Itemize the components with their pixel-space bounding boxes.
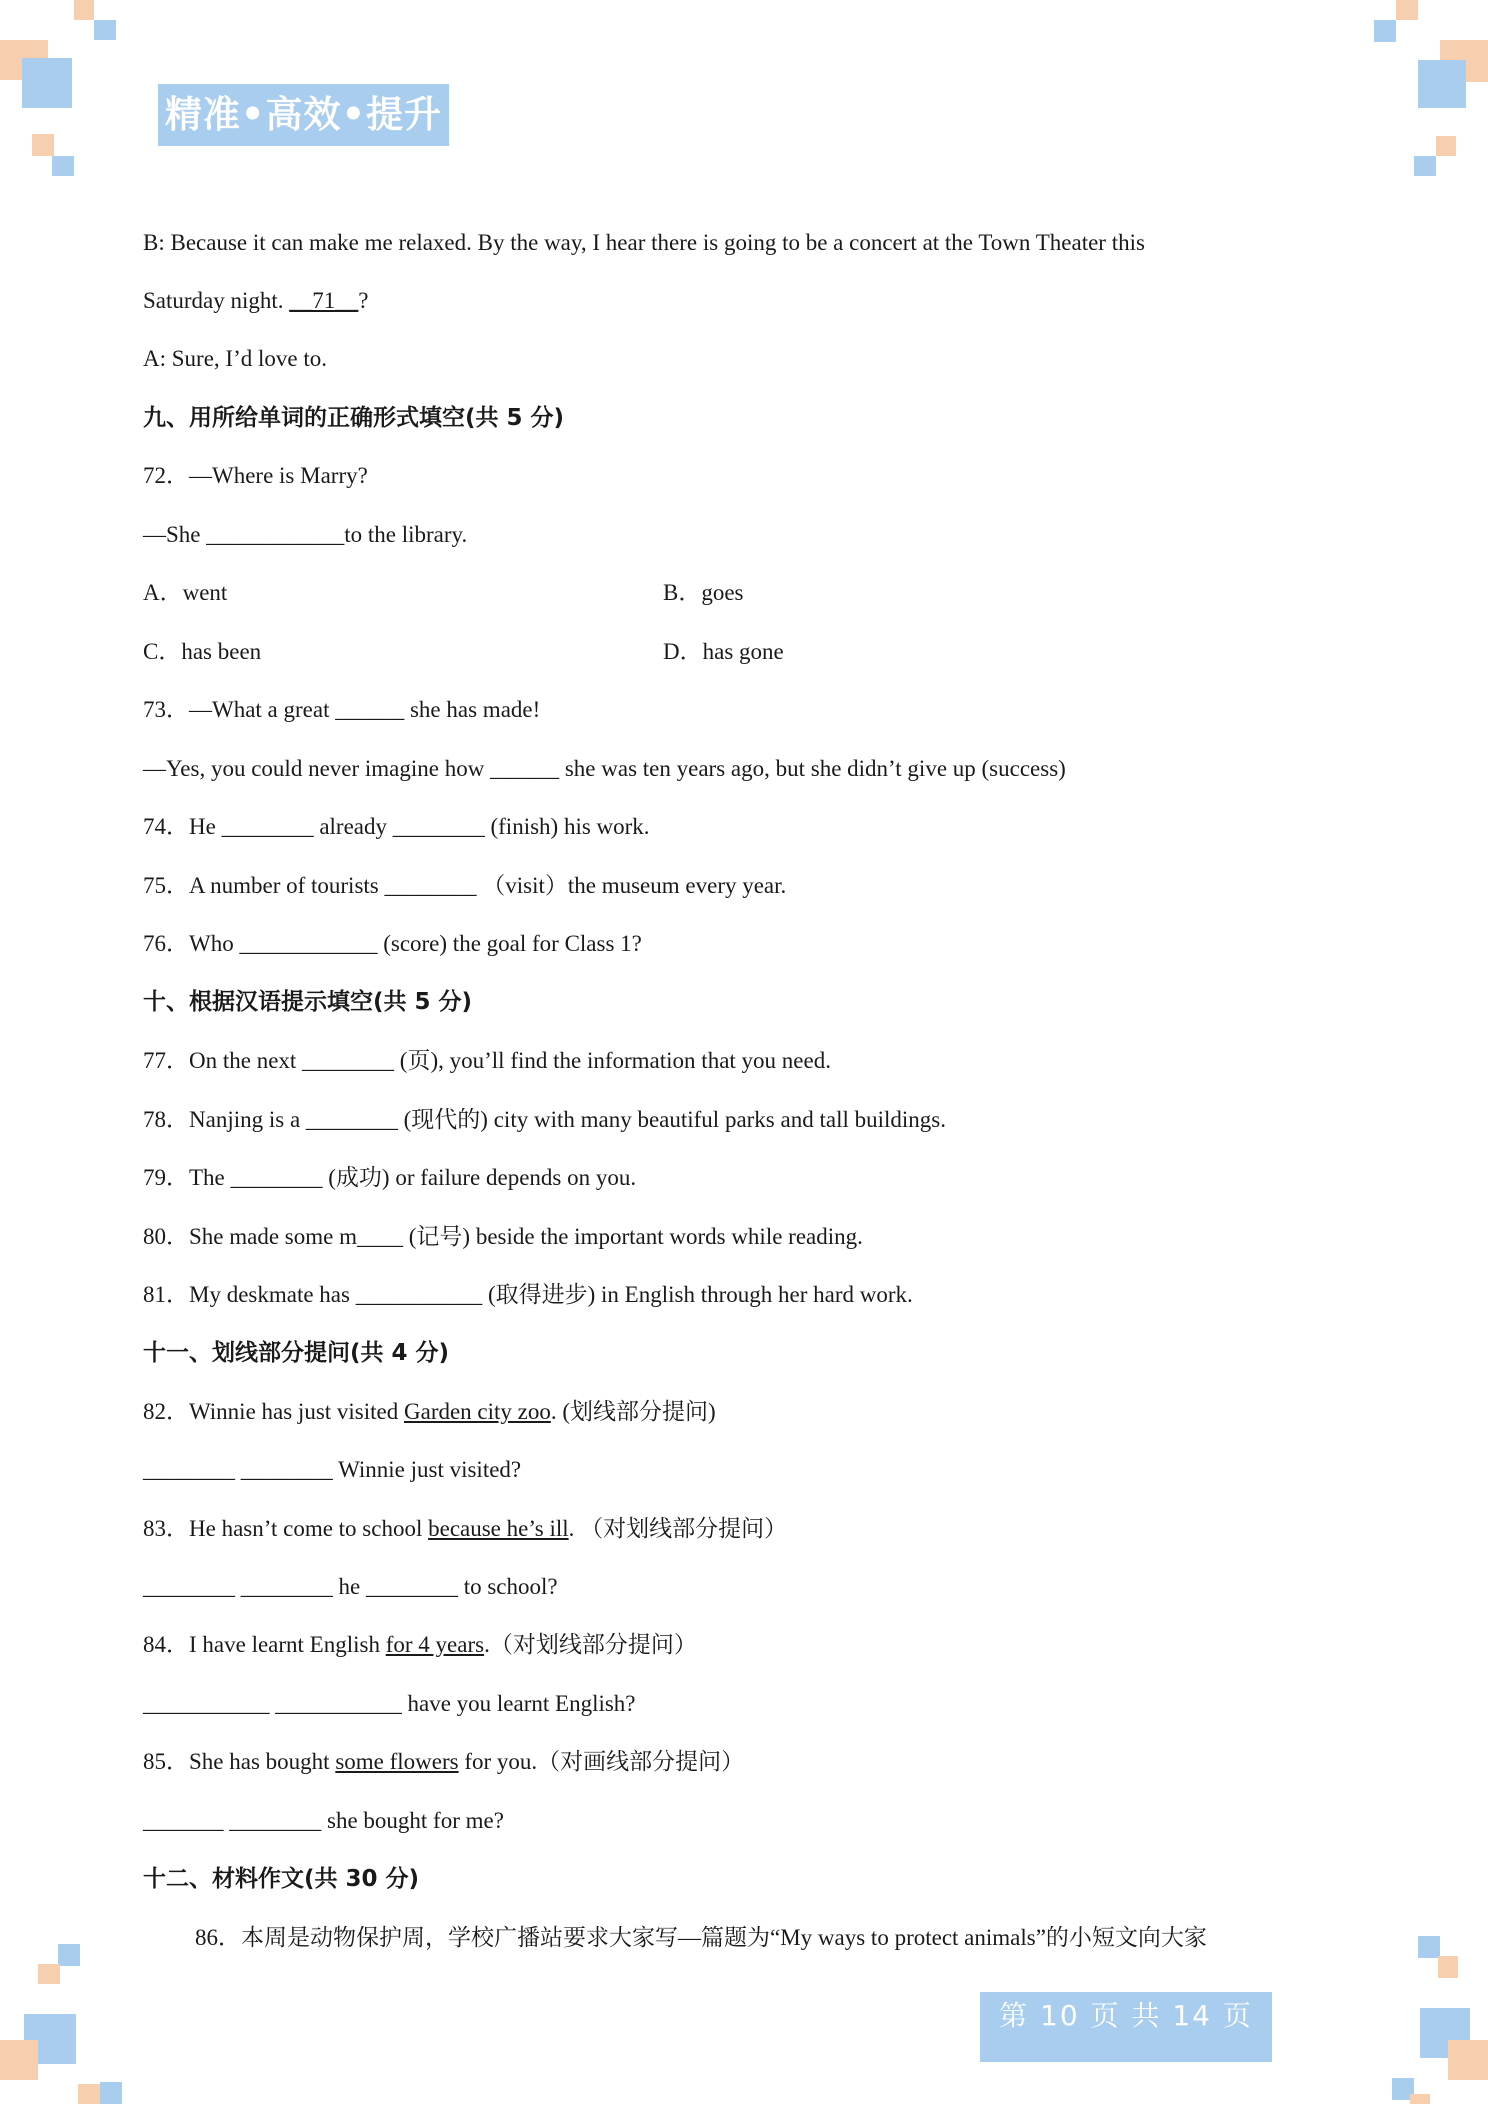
question-72: 72．—Where is Marry?	[143, 463, 368, 488]
question-86: 86．本周是动物保护周，学校广播站要求大家写—篇题为“My ways to protect animals”的小短文向大家	[195, 1925, 1207, 1950]
text: 85．She has bought	[143, 1749, 336, 1774]
question-84	[143, 1630, 697, 1660]
question-83-answer-line: ________ ________ he ________ to school?	[143, 1574, 558, 1599]
option-72-d: D．has gone	[663, 639, 784, 664]
question-74: 74．He ________ already ________ (finish) his work.	[143, 814, 650, 839]
question-75: 75．A number of tourists ________ （visit）the museum every year.	[143, 873, 787, 898]
section-heading-10: 十、根据汉语提示填空(共 5 分)	[143, 989, 473, 1015]
underlined-part: Garden city zoo	[404, 1399, 551, 1424]
underlined-part: because he’s ill	[428, 1516, 569, 1541]
question-85-answer-line: _______ ________ she bought for me?	[143, 1808, 504, 1833]
header-badge: 精准•高效•提升	[158, 84, 449, 146]
dialogue-line-a: A: Sure, I’d love to.	[143, 346, 327, 371]
question-76: 76．Who ____________ (score) the goal for Class 1?	[143, 931, 642, 956]
dialogue-line-saturday	[143, 286, 369, 316]
question-77: 77．On the next ________ (页), you’ll find the information that you need.	[143, 1048, 831, 1073]
question-83	[143, 1514, 787, 1544]
text: 84．I have learnt English	[143, 1632, 386, 1657]
text: for you.（对画线部分提问）	[458, 1749, 745, 1774]
question-82	[143, 1397, 716, 1427]
underlined-part: some flowers	[335, 1749, 459, 1774]
dialogue-line-b: B: Because it can make me relaxed. By the way, I hear there is going to be a concert at the Town Theater this	[143, 230, 1145, 255]
question-84-answer-line: ___________ ___________ have you learnt English?	[143, 1691, 636, 1716]
text: Saturday night.	[143, 288, 290, 313]
question-73-answer-line: —Yes, you could never imagine how ______ she was ten years ago, but she didn’t give up (success)	[143, 756, 1066, 781]
section-heading-11: 十一、划线部分提问(共 4 分)	[143, 1340, 450, 1366]
text: 82．Winnie has just visited	[143, 1399, 404, 1424]
text: . (划线部分提问)	[550, 1399, 716, 1424]
blank-71: __71__	[289, 288, 359, 313]
option-72-b: B．goes	[663, 580, 744, 605]
question-79: 79．The ________ (成功) or failure depends on you.	[143, 1165, 637, 1190]
underlined-part: for 4 years	[385, 1632, 485, 1657]
question-81: 81．My deskmate has ___________ (取得进步) in English through her hard work.	[143, 1282, 913, 1307]
question-80: 80．She made some m____ (记号) beside the important words while reading.	[143, 1224, 863, 1249]
question-78: 78．Nanjing is a ________ (现代的) city with many beautiful parks and tall buildings.	[143, 1107, 946, 1132]
question-73: 73．—What a great ______ she has made!	[143, 697, 541, 722]
text: .（对划线部分提问）	[484, 1632, 697, 1657]
page-number-footer: 第 10 页 共 14 页	[980, 1992, 1272, 2062]
question-72-answer-line: —She ____________to the library.	[143, 522, 468, 547]
option-72-c: C．has been	[143, 639, 262, 664]
option-72-a: A．went	[143, 580, 228, 605]
text: 83．He hasn’t come to school	[143, 1516, 429, 1541]
question-85	[143, 1747, 744, 1777]
text: ?	[358, 288, 369, 313]
section-heading-12: 十二、材料作文(共 30 分)	[143, 1866, 420, 1892]
question-82-answer-line: ________ ________ Winnie just visited?	[143, 1457, 522, 1482]
text: . （对划线部分提问）	[568, 1516, 788, 1541]
section-heading-9: 九、用所给单词的正确形式填空(共 5 分)	[143, 405, 565, 431]
